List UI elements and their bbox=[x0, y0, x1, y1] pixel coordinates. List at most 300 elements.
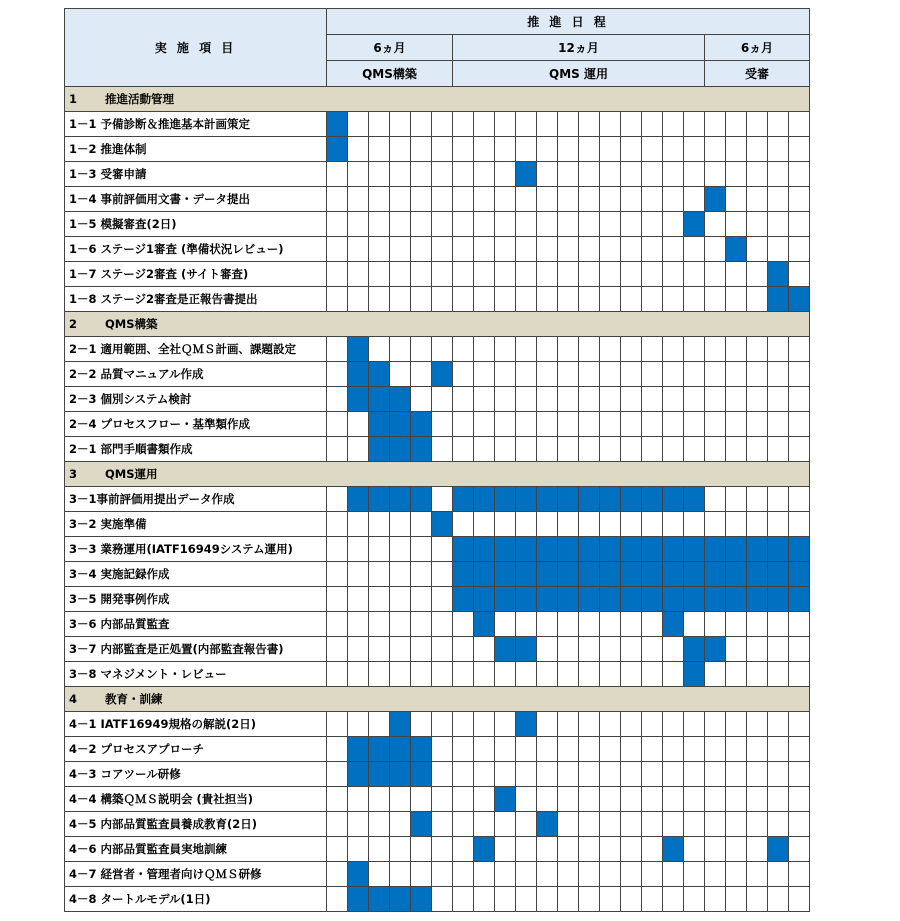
schedule-cell bbox=[327, 837, 348, 862]
schedule-cell bbox=[411, 512, 432, 537]
schedule-cell bbox=[621, 362, 642, 387]
schedule-cell bbox=[747, 737, 768, 762]
schedule-cell bbox=[768, 512, 789, 537]
schedule-cell bbox=[642, 862, 663, 887]
schedule-cell bbox=[600, 887, 621, 912]
schedule-cell bbox=[453, 437, 474, 462]
schedule-cell bbox=[516, 337, 537, 362]
schedule-cell-filled bbox=[474, 537, 495, 562]
schedule-cell bbox=[495, 262, 516, 287]
schedule-cell bbox=[621, 512, 642, 537]
schedule-cell bbox=[768, 662, 789, 687]
schedule-cell-filled bbox=[537, 537, 558, 562]
section-title-text: 推進活動管理 bbox=[105, 92, 174, 106]
schedule-cell bbox=[621, 837, 642, 862]
schedule-cell bbox=[537, 362, 558, 387]
schedule-cell bbox=[579, 362, 600, 387]
schedule-cell bbox=[369, 137, 390, 162]
schedule-cell bbox=[621, 762, 642, 787]
schedule-cell bbox=[600, 137, 621, 162]
schedule-cell bbox=[621, 437, 642, 462]
schedule-cell-filled bbox=[453, 562, 474, 587]
schedule-cell bbox=[558, 612, 579, 637]
schedule-cell bbox=[768, 362, 789, 387]
schedule-header: 推 進 日 程 bbox=[327, 9, 810, 35]
schedule-cell bbox=[726, 812, 747, 837]
schedule-cell bbox=[684, 287, 705, 312]
schedule-cell bbox=[558, 812, 579, 837]
schedule-cell bbox=[642, 737, 663, 762]
schedule-cell bbox=[579, 262, 600, 287]
schedule-cell-filled bbox=[684, 212, 705, 237]
schedule-cell-filled bbox=[348, 862, 369, 887]
schedule-cell bbox=[411, 262, 432, 287]
schedule-cell bbox=[663, 737, 684, 762]
schedule-cell bbox=[453, 787, 474, 812]
schedule-cell bbox=[516, 287, 537, 312]
schedule-cell bbox=[558, 237, 579, 262]
schedule-cell bbox=[684, 137, 705, 162]
schedule-cell bbox=[642, 112, 663, 137]
schedule-cell bbox=[537, 837, 558, 862]
schedule-cell bbox=[600, 187, 621, 212]
schedule-cell-filled bbox=[369, 737, 390, 762]
section-title-text: QMS運用 bbox=[105, 467, 158, 481]
schedule-cell bbox=[684, 712, 705, 737]
schedule-cell bbox=[432, 837, 453, 862]
schedule-cell bbox=[432, 437, 453, 462]
schedule-cell bbox=[789, 112, 810, 137]
schedule-cell bbox=[432, 337, 453, 362]
schedule-cell-filled bbox=[705, 562, 726, 587]
schedule-cell bbox=[453, 337, 474, 362]
schedule-cell-filled bbox=[747, 537, 768, 562]
schedule-cell bbox=[579, 787, 600, 812]
schedule-cell-filled bbox=[348, 887, 369, 912]
task-row bbox=[65, 812, 810, 837]
schedule-cell bbox=[474, 862, 495, 887]
schedule-cell bbox=[642, 662, 663, 687]
schedule-cell bbox=[537, 187, 558, 212]
task-row bbox=[65, 287, 810, 312]
schedule-cell bbox=[327, 712, 348, 737]
schedule-cell bbox=[663, 887, 684, 912]
schedule-cell bbox=[789, 737, 810, 762]
schedule-cell bbox=[348, 637, 369, 662]
schedule-cell bbox=[537, 762, 558, 787]
header-row-schedule bbox=[65, 9, 810, 35]
schedule-cell bbox=[579, 112, 600, 137]
schedule-cell bbox=[369, 612, 390, 637]
schedule-cell bbox=[747, 887, 768, 912]
schedule-cell bbox=[495, 287, 516, 312]
schedule-cell bbox=[348, 287, 369, 312]
schedule-cell bbox=[495, 162, 516, 187]
task-label: 1－3 受審申請 bbox=[65, 162, 327, 187]
task-row bbox=[65, 362, 810, 387]
schedule-cell bbox=[327, 587, 348, 612]
schedule-cell bbox=[600, 662, 621, 687]
schedule-cell bbox=[495, 187, 516, 212]
schedule-cell bbox=[705, 612, 726, 637]
schedule-cell bbox=[789, 437, 810, 462]
task-row bbox=[65, 587, 810, 612]
schedule-cell-filled bbox=[369, 362, 390, 387]
schedule-cell bbox=[663, 137, 684, 162]
schedule-cell-filled bbox=[369, 387, 390, 412]
schedule-cell bbox=[327, 787, 348, 812]
schedule-cell-filled bbox=[474, 587, 495, 612]
phase-duration-3: 6ヵ月 bbox=[705, 35, 810, 61]
schedule-cell-filled bbox=[684, 487, 705, 512]
schedule-cell bbox=[495, 362, 516, 387]
schedule-cell bbox=[726, 112, 747, 137]
schedule-cell bbox=[726, 637, 747, 662]
schedule-cell bbox=[495, 862, 516, 887]
schedule-cell bbox=[663, 162, 684, 187]
schedule-cell bbox=[432, 762, 453, 787]
schedule-cell-filled bbox=[432, 362, 453, 387]
schedule-cell bbox=[495, 737, 516, 762]
task-label: 4－7 経営者・管理者向けＱＭＳ研修 bbox=[65, 862, 327, 887]
schedule-cell-filled bbox=[516, 712, 537, 737]
schedule-cell bbox=[348, 237, 369, 262]
schedule-cell bbox=[390, 237, 411, 262]
schedule-cell bbox=[558, 162, 579, 187]
schedule-cell bbox=[642, 787, 663, 812]
schedule-cell bbox=[411, 287, 432, 312]
schedule-cell bbox=[684, 887, 705, 912]
schedule-cell-filled bbox=[327, 137, 348, 162]
schedule-cell bbox=[684, 337, 705, 362]
schedule-cell bbox=[600, 337, 621, 362]
schedule-cell bbox=[747, 837, 768, 862]
schedule-cell bbox=[453, 512, 474, 537]
schedule-cell bbox=[369, 837, 390, 862]
schedule-cell bbox=[327, 237, 348, 262]
schedule-cell bbox=[390, 612, 411, 637]
schedule-cell bbox=[789, 387, 810, 412]
schedule-cell bbox=[558, 512, 579, 537]
schedule-cell bbox=[327, 812, 348, 837]
schedule-cell bbox=[600, 287, 621, 312]
schedule-cell-filled bbox=[684, 637, 705, 662]
schedule-cell bbox=[495, 412, 516, 437]
schedule-cell bbox=[705, 812, 726, 837]
schedule-cell bbox=[642, 837, 663, 862]
schedule-cell-filled bbox=[474, 562, 495, 587]
schedule-cell bbox=[516, 237, 537, 262]
schedule-cell bbox=[663, 362, 684, 387]
schedule-cell bbox=[558, 187, 579, 212]
schedule-cell bbox=[684, 162, 705, 187]
schedule-cell bbox=[726, 362, 747, 387]
schedule-cell bbox=[516, 512, 537, 537]
schedule-cell bbox=[684, 737, 705, 762]
schedule-cell-filled bbox=[390, 487, 411, 512]
schedule-cell-filled bbox=[621, 487, 642, 512]
schedule-cell bbox=[558, 837, 579, 862]
schedule-cell bbox=[516, 612, 537, 637]
schedule-cell bbox=[432, 137, 453, 162]
schedule-cell bbox=[453, 862, 474, 887]
schedule-cell bbox=[474, 112, 495, 137]
section-title-text: 教育・訓練 bbox=[105, 692, 163, 706]
schedule-cell bbox=[579, 237, 600, 262]
task-label: 2－3 個別システム検討 bbox=[65, 387, 327, 412]
schedule-cell bbox=[474, 212, 495, 237]
schedule-cell bbox=[621, 237, 642, 262]
item-column-header: 実 施 項 目 bbox=[65, 9, 327, 87]
schedule-cell-filled bbox=[579, 587, 600, 612]
schedule-cell bbox=[726, 862, 747, 887]
schedule-cell bbox=[747, 137, 768, 162]
schedule-cell bbox=[579, 712, 600, 737]
schedule-cell bbox=[621, 412, 642, 437]
schedule-cell bbox=[453, 362, 474, 387]
schedule-cell bbox=[747, 237, 768, 262]
task-label: 1－4 事前評価用文書・データ提出 bbox=[65, 187, 327, 212]
schedule-cell bbox=[600, 412, 621, 437]
schedule-cell bbox=[600, 262, 621, 287]
schedule-cell bbox=[516, 762, 537, 787]
schedule-cell bbox=[684, 437, 705, 462]
schedule-cell bbox=[327, 662, 348, 687]
schedule-cell bbox=[663, 862, 684, 887]
schedule-cell bbox=[558, 412, 579, 437]
schedule-cell-filled bbox=[474, 612, 495, 637]
schedule-cell bbox=[327, 412, 348, 437]
schedule-cell bbox=[789, 762, 810, 787]
task-row bbox=[65, 862, 810, 887]
schedule-cell-filled bbox=[369, 437, 390, 462]
schedule-cell bbox=[411, 212, 432, 237]
task-row bbox=[65, 437, 810, 462]
schedule-cell-filled bbox=[663, 837, 684, 862]
section-row-4 bbox=[65, 687, 810, 712]
schedule-cell bbox=[600, 637, 621, 662]
schedule-cell bbox=[516, 662, 537, 687]
schedule-cell bbox=[537, 887, 558, 912]
schedule-cell bbox=[747, 187, 768, 212]
schedule-cell bbox=[537, 262, 558, 287]
schedule-cell bbox=[789, 187, 810, 212]
schedule-cell bbox=[327, 362, 348, 387]
schedule-cell bbox=[348, 812, 369, 837]
schedule-cell-filled bbox=[789, 537, 810, 562]
schedule-cell-filled bbox=[600, 562, 621, 587]
task-row bbox=[65, 237, 810, 262]
schedule-cell bbox=[474, 237, 495, 262]
schedule-cell-filled bbox=[516, 587, 537, 612]
task-label: 1－8 ステージ2審査是正報告書提出 bbox=[65, 287, 327, 312]
schedule-cell bbox=[495, 512, 516, 537]
schedule-cell bbox=[411, 362, 432, 387]
schedule-cell bbox=[558, 287, 579, 312]
schedule-cell bbox=[768, 412, 789, 437]
phase-duration-1: 6ヵ月 bbox=[327, 35, 453, 61]
schedule-cell-filled bbox=[558, 537, 579, 562]
schedule-cell bbox=[495, 237, 516, 262]
schedule-cell bbox=[411, 787, 432, 812]
schedule-cell bbox=[789, 337, 810, 362]
schedule-cell bbox=[348, 262, 369, 287]
schedule-cell bbox=[684, 812, 705, 837]
schedule-cell bbox=[390, 812, 411, 837]
schedule-cell bbox=[348, 562, 369, 587]
schedule-cell bbox=[579, 737, 600, 762]
schedule-cell bbox=[558, 387, 579, 412]
schedule-cell bbox=[726, 512, 747, 537]
task-label: 2－4 プロセスフロー・基準類作成 bbox=[65, 412, 327, 437]
schedule-cell bbox=[768, 762, 789, 787]
task-label: 4－3 コアツール研修 bbox=[65, 762, 327, 787]
schedule-cell bbox=[495, 887, 516, 912]
schedule-cell bbox=[453, 287, 474, 312]
task-label: 1－1 予備診断＆推進基本計画策定 bbox=[65, 112, 327, 137]
task-label: 4－6 内部品質監査員実地訓練 bbox=[65, 837, 327, 862]
schedule-cell bbox=[432, 737, 453, 762]
schedule-cell bbox=[789, 637, 810, 662]
schedule-cell bbox=[453, 812, 474, 837]
schedule-cell-filled bbox=[705, 587, 726, 612]
schedule-cell bbox=[495, 812, 516, 837]
schedule-cell bbox=[537, 712, 558, 737]
schedule-cell bbox=[705, 412, 726, 437]
schedule-cell-filled bbox=[369, 887, 390, 912]
schedule-cell bbox=[516, 787, 537, 812]
task-row bbox=[65, 137, 810, 162]
schedule-cell bbox=[621, 387, 642, 412]
task-label: 3－2 実施準備 bbox=[65, 512, 327, 537]
schedule-cell bbox=[327, 887, 348, 912]
schedule-cell bbox=[684, 862, 705, 887]
schedule-cell bbox=[474, 887, 495, 912]
schedule-cell bbox=[537, 237, 558, 262]
schedule-cell bbox=[411, 837, 432, 862]
schedule-cell bbox=[516, 837, 537, 862]
schedule-cell-filled bbox=[705, 537, 726, 562]
schedule-cell bbox=[642, 237, 663, 262]
schedule-cell bbox=[621, 862, 642, 887]
schedule-cell bbox=[747, 162, 768, 187]
task-row bbox=[65, 612, 810, 637]
schedule-cell bbox=[369, 287, 390, 312]
schedule-cell bbox=[726, 762, 747, 787]
schedule-cell-filled bbox=[537, 487, 558, 512]
schedule-cell bbox=[663, 112, 684, 137]
schedule-cell bbox=[684, 787, 705, 812]
schedule-cell bbox=[453, 162, 474, 187]
schedule-cell bbox=[789, 212, 810, 237]
schedule-cell bbox=[390, 512, 411, 537]
schedule-cell bbox=[327, 512, 348, 537]
schedule-cell bbox=[537, 112, 558, 137]
schedule-cell bbox=[390, 262, 411, 287]
schedule-cell bbox=[474, 512, 495, 537]
schedule-cell bbox=[474, 812, 495, 837]
schedule-cell bbox=[726, 737, 747, 762]
schedule-cell bbox=[474, 262, 495, 287]
schedule-cell bbox=[768, 237, 789, 262]
schedule-cell bbox=[726, 887, 747, 912]
schedule-cell bbox=[705, 337, 726, 362]
schedule-cell bbox=[684, 262, 705, 287]
task-row bbox=[65, 162, 810, 187]
schedule-cell bbox=[432, 162, 453, 187]
schedule-cell bbox=[390, 787, 411, 812]
schedule-cell bbox=[789, 237, 810, 262]
schedule-cell bbox=[747, 862, 768, 887]
schedule-cell bbox=[432, 262, 453, 287]
section-number: 2 bbox=[69, 317, 78, 331]
schedule-cell bbox=[411, 137, 432, 162]
schedule-cell bbox=[600, 237, 621, 262]
schedule-cell-filled bbox=[411, 762, 432, 787]
schedule-cell bbox=[390, 187, 411, 212]
schedule-cell bbox=[705, 137, 726, 162]
schedule-cell-filled bbox=[411, 737, 432, 762]
schedule-cell bbox=[726, 412, 747, 437]
schedule-cell bbox=[579, 862, 600, 887]
task-label: 4－1 IATF16949規格の解説(2日) bbox=[65, 712, 327, 737]
schedule-cell bbox=[558, 887, 579, 912]
schedule-cell-filled bbox=[621, 587, 642, 612]
schedule-cell bbox=[558, 212, 579, 237]
schedule-cell bbox=[558, 362, 579, 387]
schedule-cell bbox=[747, 712, 768, 737]
schedule-cell bbox=[621, 737, 642, 762]
task-label: 1－5 模擬審査(2日) bbox=[65, 212, 327, 237]
task-row bbox=[65, 412, 810, 437]
task-label: 1－2 推進体制 bbox=[65, 137, 327, 162]
schedule-cell bbox=[768, 162, 789, 187]
schedule-cell bbox=[411, 637, 432, 662]
schedule-cell-filled bbox=[621, 537, 642, 562]
schedule-cell bbox=[369, 262, 390, 287]
schedule-cell bbox=[726, 487, 747, 512]
schedule-cell-filled bbox=[390, 887, 411, 912]
section-row-1 bbox=[65, 87, 810, 112]
schedule-cell bbox=[432, 637, 453, 662]
schedule-cell bbox=[432, 537, 453, 562]
schedule-cell bbox=[726, 662, 747, 687]
schedule-cell bbox=[642, 712, 663, 737]
schedule-cell bbox=[600, 712, 621, 737]
schedule-cell bbox=[642, 437, 663, 462]
schedule-cell-filled bbox=[579, 487, 600, 512]
schedule-cell bbox=[369, 112, 390, 137]
schedule-cell-filled bbox=[411, 887, 432, 912]
schedule-cell-filled bbox=[369, 762, 390, 787]
schedule-cell bbox=[474, 637, 495, 662]
schedule-cell bbox=[768, 387, 789, 412]
schedule-cell bbox=[453, 137, 474, 162]
schedule-cell bbox=[621, 137, 642, 162]
section-title bbox=[65, 312, 810, 337]
schedule-cell bbox=[348, 412, 369, 437]
schedule-cell bbox=[558, 337, 579, 362]
schedule-cell bbox=[621, 262, 642, 287]
schedule-cell bbox=[579, 387, 600, 412]
schedule-cell bbox=[369, 662, 390, 687]
schedule-cell bbox=[537, 162, 558, 187]
schedule-cell bbox=[579, 512, 600, 537]
schedule-cell bbox=[663, 662, 684, 687]
schedule-cell-filled bbox=[663, 587, 684, 612]
schedule-cell bbox=[474, 137, 495, 162]
schedule-cell bbox=[705, 762, 726, 787]
